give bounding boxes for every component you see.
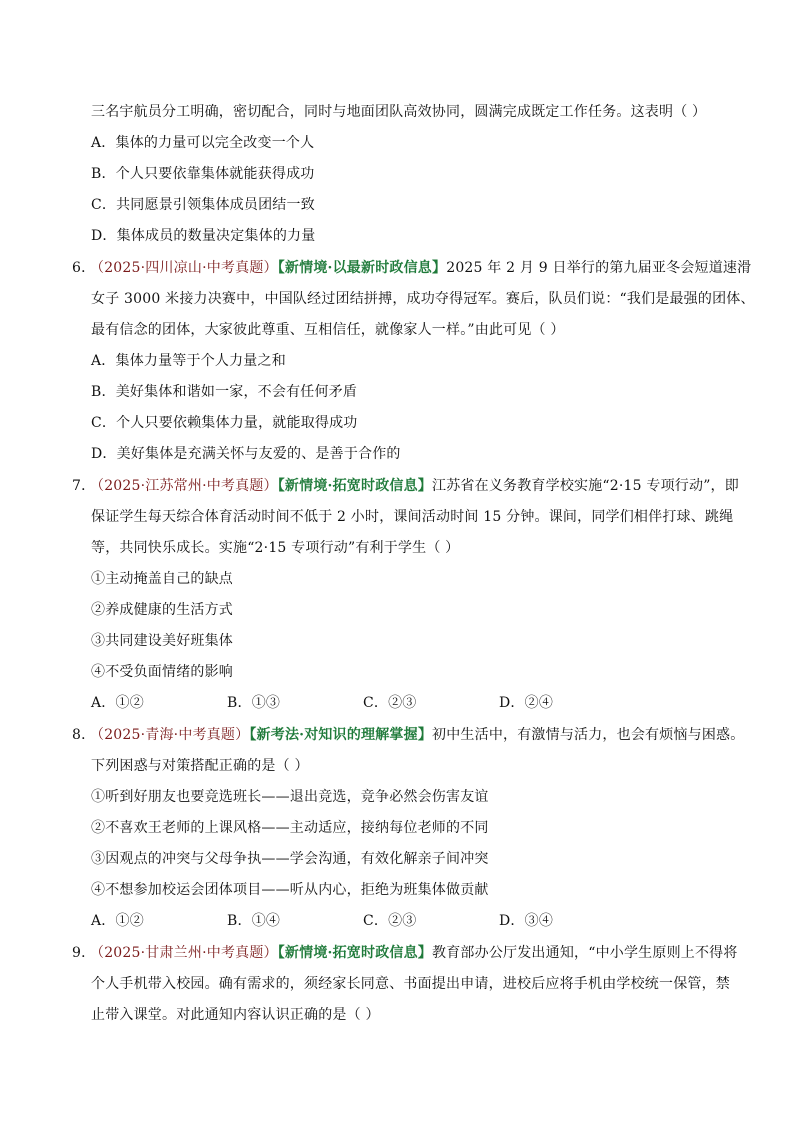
q7-source: （2025·江苏常州·中考真题） <box>90 478 278 494</box>
q7-item-1: ①主动掩盖自己的缺点 <box>91 571 233 587</box>
q9-stem-2: 个人手机带入校园。确有需求的，须经家长同意、书面提出申请，进校后应将手机由学校统一保管，禁 <box>91 976 730 992</box>
q5-stem: 三名宇航员分工明确，密切配合，同时与地面团队高效协同，圆满完成既定工作任务。这表明（ ） <box>91 104 707 120</box>
q8-option-b: B．①④ <box>227 913 281 929</box>
q8-option-c: C．②③ <box>363 913 417 929</box>
q5-option-a: A．集体的力量可以完全改变一个人 <box>91 135 315 151</box>
q8-item-2: ②不喜欢王老师的上课风格——主动适应，接纳每位老师的不同 <box>91 820 489 836</box>
q6-stem-1: 2025 年 2 月 9 日举行的第九届亚冬会短道速滑 <box>446 260 752 276</box>
q6-number: 6． <box>72 260 96 276</box>
q5-option-b: B．个人只要依靠集体就能获得成功 <box>91 166 315 182</box>
q9-header <box>72 941 742 965</box>
q9-number: 9． <box>72 945 96 961</box>
q8-item-4: ④不想参加校运会团体项目——听从内心，拒绝为班集体做贡献 <box>91 882 489 898</box>
q8-item-1: ①听到好朋友也要竞选班长——退出竞选，竞争必然会伤害友谊 <box>91 789 489 805</box>
q7-option-b: B．①③ <box>227 695 281 711</box>
q9-tag: 【新情境·拓宽时政信息】 <box>277 945 433 961</box>
q6-tag: 【新情境·以最新时政信息】 <box>277 260 447 276</box>
q5-option-c: C．共同愿景引领集体成员团结一致 <box>91 197 315 213</box>
q7-item-2: ②养成健康的生活方式 <box>91 602 233 618</box>
q8-stem-2: 下列困惑与对策搭配正确的是（ ） <box>91 758 309 774</box>
q7-stem-1: 江苏省在义务教育学校实施“2·15 专项行动”，即 <box>432 478 739 494</box>
q5-option-d: D．集体成员的数量决定集体的力量 <box>91 228 316 244</box>
q8-source: （2025·青海·中考真题） <box>90 727 250 743</box>
q7-number: 7． <box>72 478 96 494</box>
q6-option-a: A．集体力量等于个人力量之和 <box>91 353 286 369</box>
q7-option-d: D．②④ <box>499 695 554 711</box>
q9-stem-1: 教育部办公厅发出通知，“中小学生原则上不得将 <box>432 945 738 961</box>
q7-options <box>91 691 741 715</box>
q9-source: （2025·甘肃兰州·中考真题） <box>90 945 278 961</box>
q8-options <box>91 909 741 933</box>
q8-number: 8． <box>72 727 96 743</box>
q7-option-c: C．②③ <box>363 695 417 711</box>
q7-header <box>72 474 742 498</box>
q7-item-4: ④不受负面情绪的影响 <box>91 664 233 680</box>
q6-option-c: C．个人只要依赖集体力量，就能取得成功 <box>91 415 358 431</box>
q8-stem-1: 初中生活中，有激情与活力，也会有烦恼与困惑。 <box>432 727 745 743</box>
q8-tag: 【新考法·对知识的理解掌握】 <box>249 727 433 743</box>
q7-item-3: ③共同建设美好班集体 <box>91 633 233 649</box>
q7-stem-2: 保证学生每天综合体育活动时间不低于 2 小时，课间活动时间 15 分钟。课间，同学们相伴打球、跳绳 <box>91 509 734 525</box>
q6-stem-3: 最有信念的团体，大家彼此尊重、互相信任，就像家人一样。”由此可见（ ） <box>91 322 565 338</box>
q9-stem-3: 止带入课堂。对此通知内容认识正确的是（ ） <box>91 1007 380 1023</box>
q8-option-d: D．③④ <box>499 913 554 929</box>
q8-header <box>72 723 745 747</box>
q6-header <box>72 256 752 280</box>
q6-option-d: D．美好集体是充满关怀与友爱的、是善于合作的 <box>91 446 401 462</box>
q8-option-a: A．①② <box>91 913 144 929</box>
q6-stem-2: 女子 3000 米接力决赛中，中国队经过团结拼搏，成功夺得冠军。赛后，队员们说：“我们是最强的团体、 <box>91 291 755 307</box>
q7-stem-3: 等，共同快乐成长。实施“2·15 专项行动”有利于学生（ ） <box>91 540 460 556</box>
q7-option-a: A．①② <box>91 695 144 711</box>
q6-source: （2025·四川凉山·中考真题） <box>90 260 278 276</box>
q8-item-3: ③因观点的冲突与父母争执——学会沟通，有效化解亲子间冲突 <box>91 851 489 867</box>
q7-tag: 【新情境·拓宽时政信息】 <box>277 478 433 494</box>
q6-option-b: B．美好集体和谐如一家，不会有任何矛盾 <box>91 384 358 400</box>
